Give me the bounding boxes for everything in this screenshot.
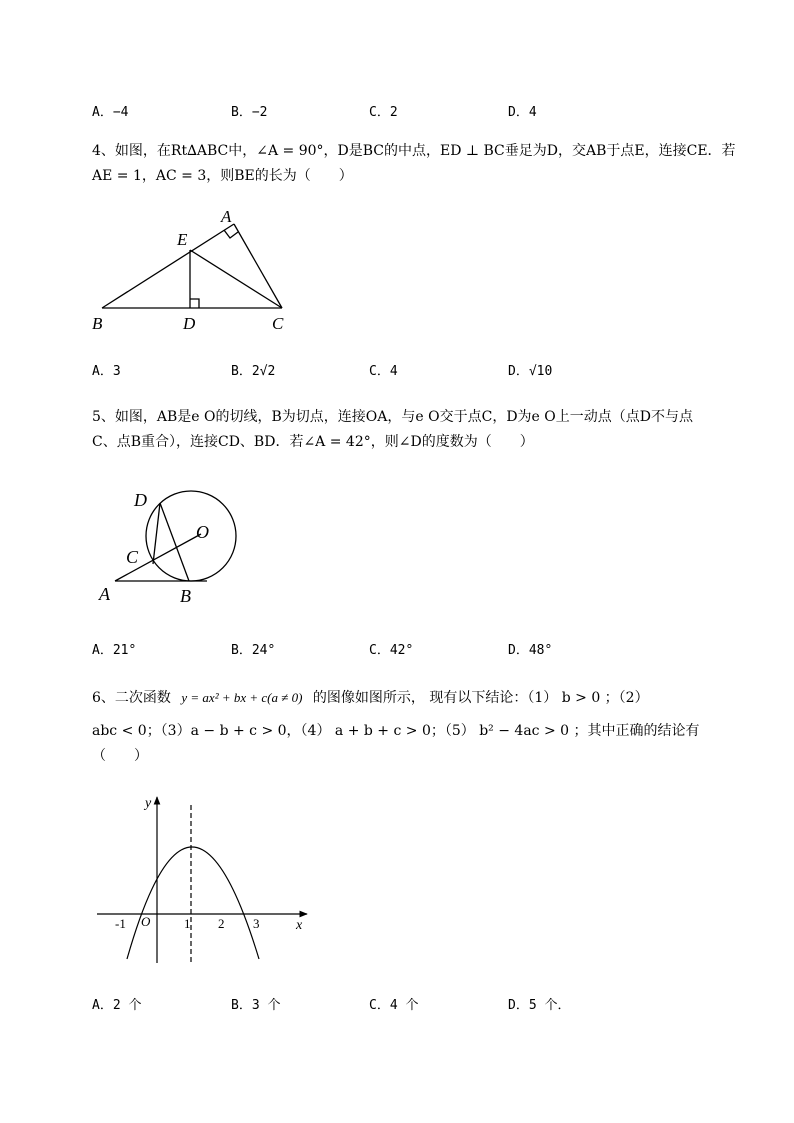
q6-parabola-curve <box>127 847 259 959</box>
q4-segment-ac <box>234 224 282 308</box>
q5-label-a: A <box>99 584 110 604</box>
q6-label-x: x <box>296 918 303 933</box>
q6-label-origin: O <box>141 914 151 929</box>
q5-label-c: C <box>126 547 139 567</box>
q4-stem-line1: 4、如图，在Rt∆ABC中，∠A = 90°，D是BC的中点，ED ⊥ BC垂足为D，交AB于点E，连接CE．若 <box>92 143 736 159</box>
q4-stem-line2: AE = 1，AC = 3，则BE的长为（ ） <box>92 168 353 184</box>
q4-right-angle-a <box>224 230 238 238</box>
q6-stem-prefix: 6、二次函数 <box>92 690 171 706</box>
q5-stem-line2: C、点B重合），连接CD、BD．若∠A = 42°，则∠D的度数为（ ） <box>92 434 534 450</box>
q6-option-c: C．4 个 <box>369 998 419 1013</box>
q4-label-b: B <box>92 314 103 333</box>
q3-option-d: D．4 <box>508 105 537 120</box>
q5-segment-dc <box>153 503 160 564</box>
q4-label-c: C <box>272 314 284 333</box>
q4-option-d: D．√10 <box>508 364 553 379</box>
q4-option-c: C．4 <box>369 364 398 379</box>
q3-option-b: B．−2 <box>231 105 268 120</box>
q5-label-o: O <box>196 522 209 542</box>
q6-tick-2: 2 <box>218 916 225 931</box>
q5-option-b: B．24° <box>231 643 276 658</box>
q6-stem-line2: abc < 0；（3）a − b + c > 0，（4） a + b + c > 0；（5） b² − 4ac > 0 ；其中正确的结论有 <box>92 723 700 739</box>
q5-segment-db <box>160 503 189 581</box>
q4-label-d: D <box>183 314 196 333</box>
q6-parabola-graph <box>85 785 320 970</box>
q4-segment-ec <box>190 250 282 308</box>
q6-option-b: B．3 个 <box>231 998 281 1013</box>
q6-label-y: y <box>145 796 152 811</box>
q6-stem-line1 <box>92 688 649 708</box>
q5-label-d: D <box>134 490 147 510</box>
q4-option-b: B．2√2 <box>231 364 276 379</box>
q6-tick-1: 1 <box>184 916 191 931</box>
q5-label-b: B <box>180 586 191 606</box>
q5-option-a: A．21° <box>92 643 137 658</box>
q6-tick-3: 3 <box>253 916 260 931</box>
q6-stem-suffix: 的图像如图所示， 现有以下结论：（1） b > 0 ；（2） <box>312 690 649 706</box>
q5-circle-figure <box>95 480 255 610</box>
q6-stem-line3: （ ） <box>92 748 148 764</box>
q5-option-d: D．48° <box>508 643 553 658</box>
q6-option-d: D．5 个． <box>508 998 571 1013</box>
q5-option-c: C．42° <box>369 643 414 658</box>
q3-option-c: C．2 <box>369 105 398 120</box>
q4-triangle-figure <box>80 200 310 340</box>
q4-option-a: A．3 <box>92 364 121 379</box>
q6-option-a: A．2 个 <box>92 998 142 1013</box>
q6-formula: y = ax² + bx + c(a ≠ 0) <box>181 690 303 705</box>
q6-tick-neg1: -1 <box>115 916 126 931</box>
q4-label-e: E <box>177 230 188 249</box>
q4-label-a: A <box>221 207 232 226</box>
q3-option-a: A．−4 <box>92 105 129 120</box>
q4-right-angle-d <box>190 299 199 308</box>
q5-stem-line1: 5、如图，AB是e O的切线，B为切点，连接OA，与e O交于点C，D为e O上一动点（点D不与点 <box>92 409 693 425</box>
